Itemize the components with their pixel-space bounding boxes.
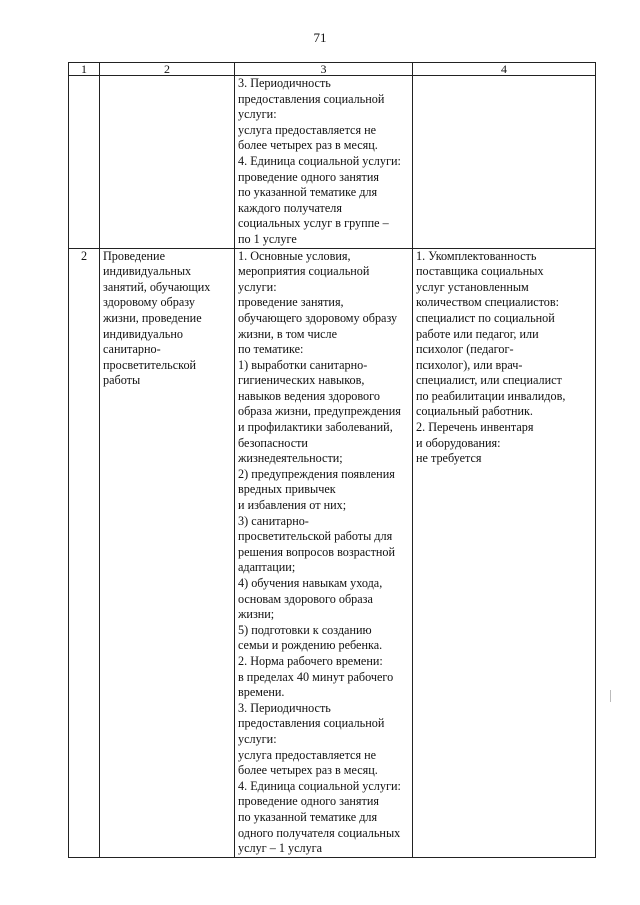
- cell-text-line: гигиенических навыков,: [238, 373, 365, 388]
- cell-text-line: 2. Перечень инвентаря: [416, 420, 534, 435]
- cell-text-line: более четырех раз в месяц.: [238, 763, 378, 778]
- cell-text-line: в пределах 40 минут рабочего: [238, 669, 394, 684]
- cell-text-line: по указанной тематике для: [238, 185, 378, 200]
- row-2-staffing: [413, 248, 596, 857]
- header-col-4: 4: [413, 63, 596, 76]
- cell-text-line: 2. Норма рабочего времени:: [238, 653, 383, 668]
- header-col-3: 3: [235, 63, 413, 76]
- cell-text-line: предоставления социальной: [238, 716, 385, 731]
- cell-text-line: услуг установленным: [416, 279, 529, 294]
- cell-text-line: безопасности: [238, 435, 308, 450]
- cell-text-line: 5) подготовки к созданию: [238, 622, 372, 637]
- cell-text-line: просветительской работы для: [238, 529, 393, 544]
- cell-text-line: одного получателя социальных: [238, 825, 401, 840]
- cell-text-line: жизнедеятельности;: [238, 451, 343, 466]
- cell-text-line: услуги:: [238, 279, 277, 294]
- cell-text-line: и избавления от них;: [238, 498, 347, 513]
- cell-text-line: каждого получателя: [238, 200, 342, 215]
- cell-text-line: по указанной тематике для: [238, 809, 378, 824]
- cell-text-line: по тематике:: [238, 342, 304, 357]
- cell-text-line: специалист по социальной: [416, 310, 555, 325]
- row-2-conditions: [235, 248, 413, 857]
- cell-text-line: Проведение: [103, 248, 165, 263]
- cell-text-line: 3. Периодичность: [238, 76, 331, 90]
- row-2-service-name: [100, 248, 235, 857]
- header-col-2: 2: [100, 63, 235, 76]
- header-row: [69, 63, 596, 76]
- header-col-1: 1: [69, 63, 100, 76]
- cell-text-line: 1. Основные условия,: [238, 248, 351, 263]
- scan-mark: [610, 690, 611, 702]
- cell-text-line: решения вопросов возрастной: [238, 544, 396, 559]
- cell-text-line: услуги:: [238, 731, 277, 746]
- cell-text-line: и оборудования:: [416, 435, 501, 450]
- cell-text-line: психолог), или врач-: [416, 357, 523, 372]
- cell-text-line: жизни;: [238, 607, 275, 622]
- row-continued-col4: [413, 76, 596, 249]
- table-row-2: [69, 248, 596, 857]
- row-continued-col1: [69, 76, 100, 249]
- cell-text-line: социальных услуг в группе –: [238, 216, 389, 231]
- cell-text-line: жизни, в том числе: [238, 326, 338, 341]
- cell-text-line: просветительской: [103, 357, 197, 372]
- cell-text-line: по 1 услуге: [238, 231, 297, 246]
- cell-text-line: семьи и рождению ребенка.: [238, 638, 383, 653]
- cell-text-line: 4. Единица социальной услуги:: [238, 778, 401, 793]
- page-number: 71: [313, 30, 327, 45]
- cell-text-line: поставщика социальных: [416, 264, 544, 279]
- cell-text-line: проведение одного занятия: [238, 169, 379, 184]
- cell-text-line: проведение одного занятия: [238, 794, 379, 809]
- cell-text-line: образа жизни, предупреждения: [238, 404, 401, 419]
- cell-text-line: работы: [103, 373, 141, 388]
- cell-text-line: 1) выработки санитарно-: [238, 357, 368, 372]
- cell-text-line: 2) предупреждения появления: [238, 466, 395, 481]
- cell-text-line: по реабилитации инвалидов,: [416, 388, 566, 403]
- cell-text-line: услуг – 1 услуга: [238, 841, 323, 856]
- cell-text-line: 4) обучения навыкам ухода,: [238, 576, 383, 590]
- cell-text-line: 3) санитарно-: [238, 513, 309, 528]
- cell-text-line: услуги:: [238, 107, 277, 122]
- cell-text-line: навыков ведения здорового: [238, 388, 380, 403]
- cell-text-line: санитарно-: [103, 342, 161, 357]
- row-2-number: 2: [69, 248, 100, 857]
- cell-text-line: услуга предоставляется не: [238, 122, 377, 137]
- cell-text-line: проведение занятия,: [238, 295, 344, 310]
- cell-text-line: услуга предоставляется не: [238, 747, 377, 762]
- cell-text-line: вредных привычек: [238, 482, 336, 497]
- cell-text-line: более четырех раз в месяц.: [238, 138, 378, 153]
- table-row-continued: [69, 76, 596, 249]
- cell-text-line: и профилактики заболеваний,: [238, 420, 393, 435]
- cell-text-line: адаптации;: [238, 560, 296, 575]
- cell-text-line: специалист, или специалист: [416, 373, 562, 388]
- cell-text-line: индивидуальных: [103, 264, 192, 279]
- row-continued-col3: [235, 76, 413, 249]
- cell-text-line: индивидуально: [103, 326, 183, 341]
- cell-text-line: количеством специалистов:: [416, 295, 560, 310]
- cell-text-line: 1. Укомплектованность: [416, 248, 537, 263]
- cell-text-line: здоровому образу: [103, 295, 195, 310]
- cell-text-line: жизни, проведение: [103, 310, 202, 325]
- cell-text-line: занятий, обучающих: [103, 279, 211, 294]
- cell-text-line: времени.: [238, 685, 285, 700]
- row-continued-col2: [100, 76, 235, 249]
- cell-text-line: психолог (педагог-: [416, 342, 514, 357]
- cell-text-line: мероприятия социальной: [238, 264, 370, 279]
- cell-text-line: работе или педагог, или: [416, 326, 539, 341]
- services-table: [68, 62, 596, 858]
- cell-text-line: социальный работник.: [416, 404, 533, 419]
- cell-text-line: 4. Единица социальной услуги:: [238, 153, 401, 168]
- cell-text-line: предоставления социальной: [238, 91, 385, 106]
- cell-text-line: 3. Периодичность: [238, 700, 331, 715]
- cell-text-line: основам здорового образа: [238, 591, 373, 606]
- cell-text-line: обучающего здоровому образу: [238, 310, 398, 325]
- cell-text-line: не требуется: [416, 451, 482, 466]
